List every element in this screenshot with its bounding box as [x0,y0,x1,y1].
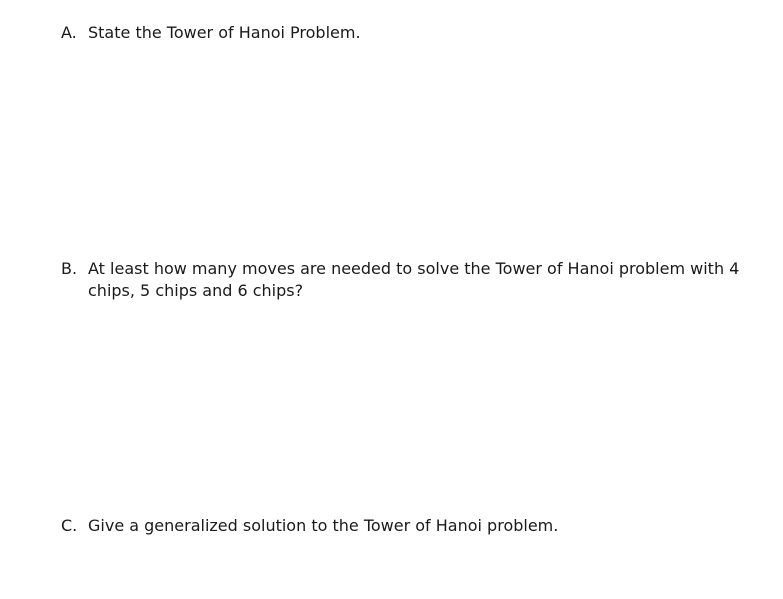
question-marker: B. [61,259,78,278]
question-marker: A. [61,23,77,42]
question-text: Give a generalized solution to the Tower of Hanoi problem. [88,516,559,535]
question-marker: C. [61,516,78,535]
question-c [61,515,771,537]
question-b [61,258,771,302]
question-a [61,22,771,44]
question-text: At least how many moves are needed to solve the Tower of Hanoi problem with 4 chips, 5 chips and 6 chips? [88,259,740,300]
question-text: State the Tower of Hanoi Problem. [88,23,361,42]
